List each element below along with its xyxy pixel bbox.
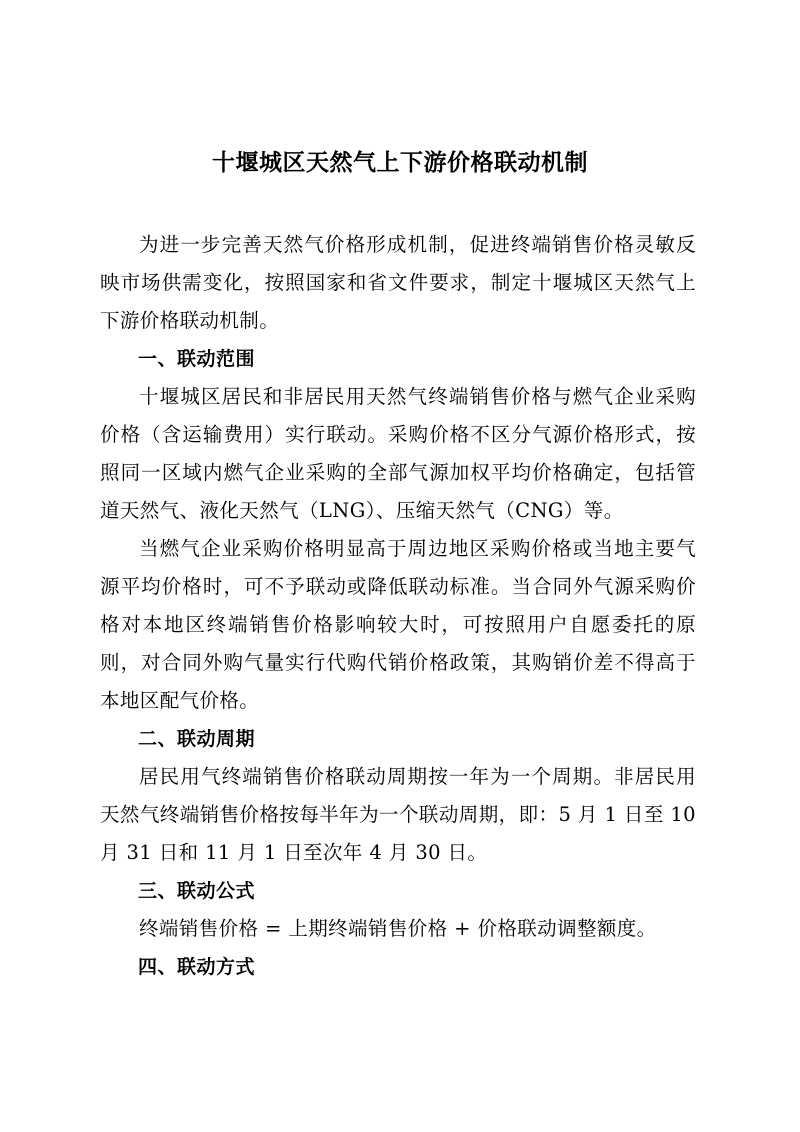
document-body <box>100 226 696 986</box>
section-heading-formula: 三、联动公式 <box>138 880 256 902</box>
intro-paragraph: 为进一步完善天然气价格形成机制，促进终端销售价格灵敏反映市场供需变化，按照国家和省文件要求，制定十堰城区天然气上下游价格联动机制。 <box>100 233 696 332</box>
section-heading-scope: 一、联动范围 <box>138 348 256 370</box>
period-paragraph: 居民用气终端销售价格联动周期按一年为一个周期。非居民用天然气终端销售价格按每半年为一个联动周期，即：5 月 1 日至 10 月 31 日和 11 月 1 日至次年 4 月 30 日。 <box>100 765 696 864</box>
formula-paragraph: 终端销售价格 = 上期终端销售价格 + 价格联动调整额度。 <box>139 917 657 940</box>
section-heading-method: 四、联动方式 <box>138 956 256 978</box>
document-title: 十堰城区天然气上下游价格联动机制 <box>212 150 588 176</box>
scope-paragraph-2: 当燃气企业采购价格明显高于周边地区采购价格或当地主要气源平均价格时，可不予联动或降低联动标准。当合同外气源采购价格对本地区终端销售价格影响较大时，可按照用户自愿委托的原则，对合同外购气量实行代购代销价格政策，其购销价差不得高于本地区配气价格。 <box>100 537 696 712</box>
scope-paragraph-1: 十堰城区居民和非居民用天然气终端销售价格与燃气企业采购价格（含运输费用）实行联动。采购价格不区分气源价格形式，按照同一区域内燃气企业采购的全部气源加权平均价格确定，包括管道天然气、液化天然气（LNG）、压缩天然气（CNG）等。 <box>100 385 696 522</box>
section-heading-period: 二、联动周期 <box>138 728 256 750</box>
